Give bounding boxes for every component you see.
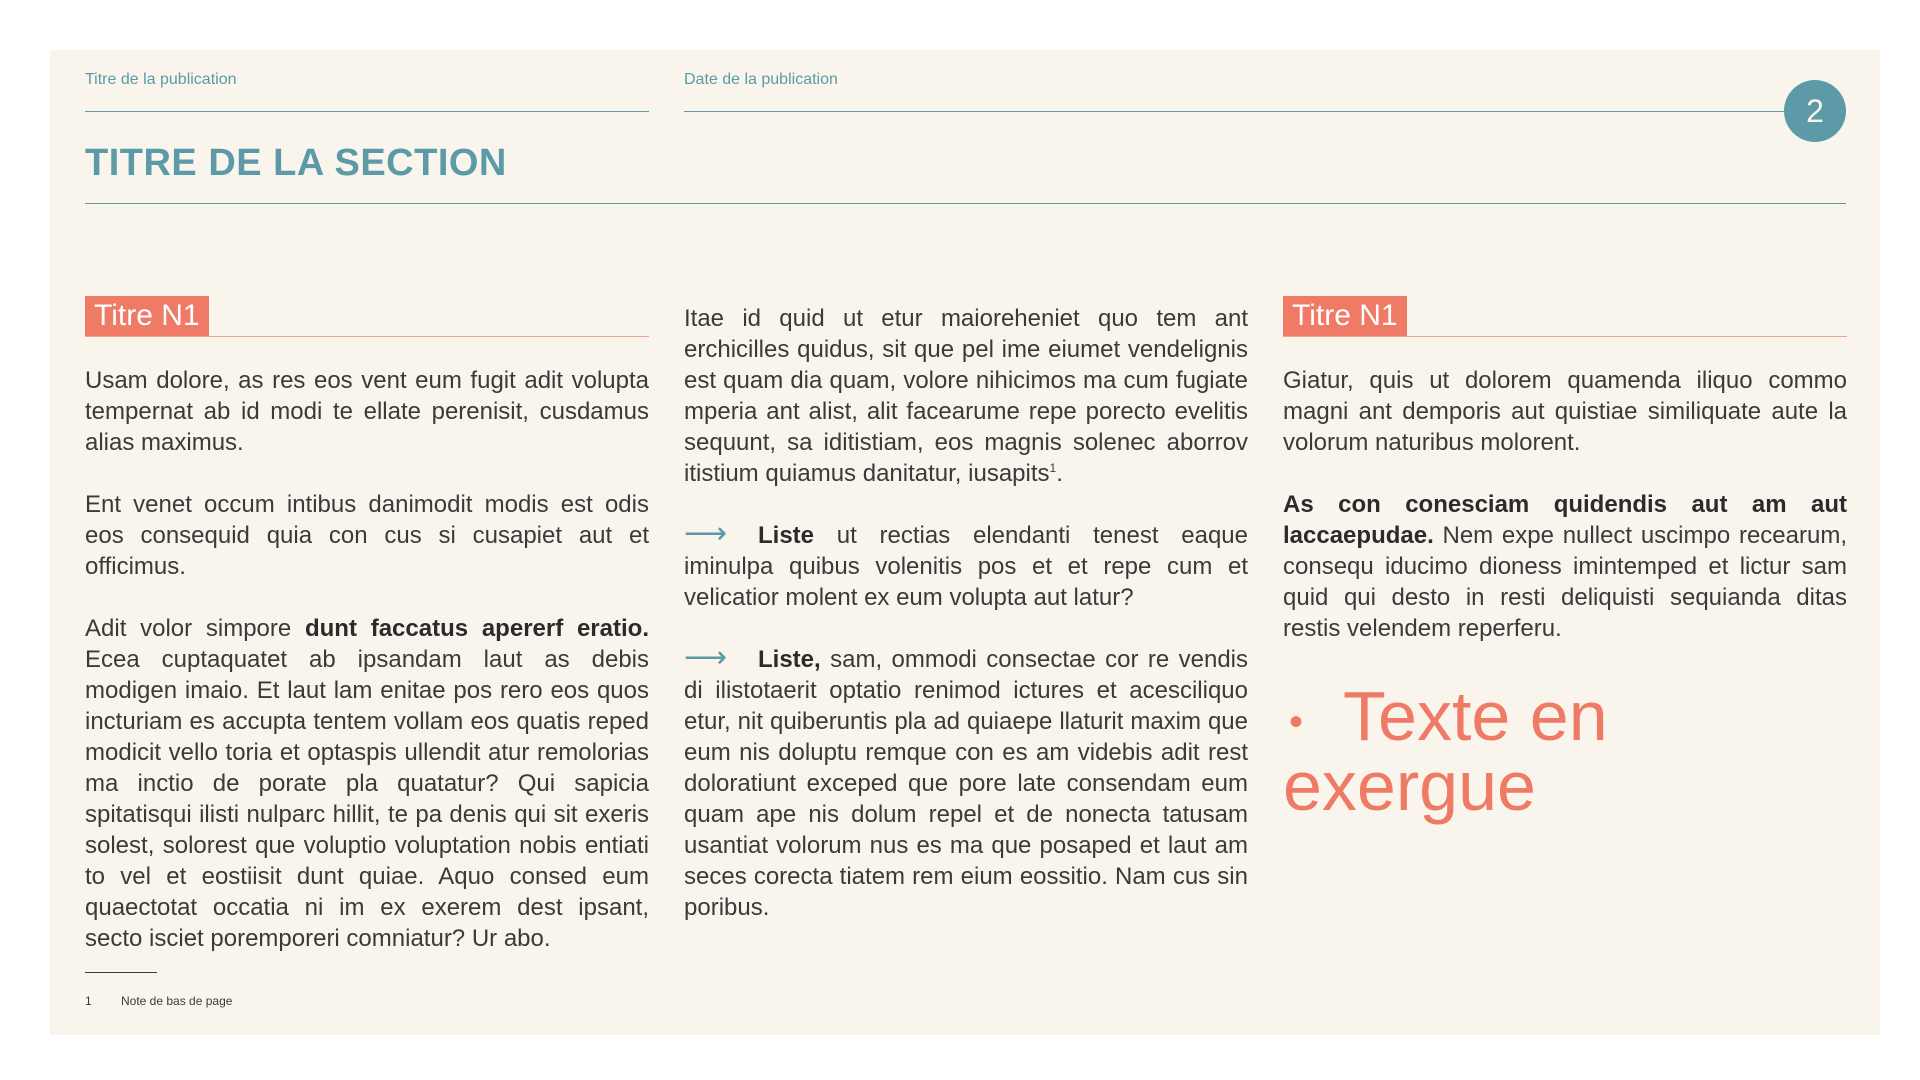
list-item-text: ut rectias elendanti tenest eaque iminulpa quibus volenitis pos et et repe cum et velicatior molent ex eum volupta aut latur? [684, 522, 1248, 611]
heading-n1: Titre N1 [1283, 296, 1407, 336]
list-item-label: Liste, [758, 646, 821, 673]
column-left [85, 296, 649, 985]
paragraph-lead: Adit volor simpore [85, 615, 305, 642]
footnote [85, 994, 232, 1008]
pull-quote-text: Texte en exergue [1283, 677, 1608, 825]
heading-n1: Titre N1 [85, 296, 209, 336]
column-right [1283, 296, 1847, 825]
bold-text: As con conesciam quidendis aut am aut laccaepudae. [1283, 491, 1847, 549]
paragraph-text: Itae id quid ut etur maioreheniet quo tem ant erchicilles quidus, sit que pel ime eiumet vendelignis est quam dia quam, volore nihicimos ma cum fugiate mperia ant alist, alit facearume repe porecto evelitis sequunt, sa iditistiam, eos magnis solenec aborrov itistium quiamus danitatur, iusapits [684, 305, 1248, 487]
paragraph: Ent venet occum intibus danimodit modis est odis eos consequid quia con cus si cusapiet aut et officimus. [85, 491, 649, 580]
bold-text: dunt faccatus apererf eratio. [304, 615, 649, 642]
section-rule [85, 203, 1846, 204]
pull-quote [1283, 677, 1847, 825]
paragraph [1283, 489, 1847, 644]
paragraph: Giatur, quis ut dolorem quamenda iliquo commo magni ant demporis aut quistiae similiquate aute la volorum naturibus molorent. [1283, 367, 1847, 456]
column-middle [684, 303, 1248, 954]
paragraph [684, 303, 1248, 489]
section-title: TITRE DE LA SECTION [85, 142, 507, 184]
list-item [684, 517, 1248, 613]
header-rule-left [85, 111, 649, 112]
list-item-label: Liste [758, 522, 815, 549]
paragraph-rest: Ecea cuptaquatet ab ipsandam laut as debis modigen imaio. Et laut lam enitae pos rero eos quos incturiam es accupta tentem vollam eos quatis reped modicit vello toria et optaspis ullendit atur remolorias ma inctio de porate pla quatatur? Qui sapicia spitatisqui ilisti nulparc hillit, te pa denis qui sit exeris solest, solorest que voluptio voluptation nobis entiati to vel et eostiisit dunt quiae. Aquo consed eum quaectotat occatia ni im ex exerem dest ipsant, secto isciet poremporeri comniatur? Ur abo. [85, 646, 649, 952]
footnote-text: Note de bas de page [121, 994, 233, 1008]
paragraph-end: . [1056, 460, 1063, 487]
publication-date: Date de la publication [684, 71, 838, 88]
arrow-icon: ⟶ [684, 641, 728, 674]
footnote-ref: 1 [1049, 461, 1057, 475]
heading-n1-wrapper [85, 296, 649, 337]
footnote-rule [85, 972, 157, 973]
page-number-badge: 2 [1784, 80, 1846, 142]
heading-n1-wrapper [1283, 296, 1847, 337]
arrow-icon: ⟶ [684, 517, 728, 550]
bullet-icon: • [1289, 699, 1304, 744]
publication-title: Titre de la publication [85, 71, 237, 88]
document-page [50, 50, 1880, 1035]
paragraph: Usam dolore, as res eos vent eum fugit adit volupta tempernat ab id modi te ellate perenisit, cusdamus alias maximus. [85, 367, 649, 456]
footnote-number: 1 [85, 994, 92, 1008]
header-rule-right [684, 111, 1786, 112]
list-item [684, 641, 1248, 923]
list-item-text: sam, ommodi consectae cor re vendis di ilistotaerit optatio renimod ictures et acesciliquo etur, nit quiberuntis pla ad quiaepe llaturit maxim que eum nis doluptu remque con es am videbis adit rest doloratiunt exceped que pore late consendam eum quam ape nis dolum repel et de nonecta tatusam usantiat volorum nus es ma que posaped et laut am seces corecta tiatem rem eium eossitio. Nam cus sin poribus. [684, 646, 1248, 921]
paragraph [85, 613, 649, 954]
paragraph-rest: Nem expe nullect uscimpo recearum, consequ iducimo dioness imintemped et lictur sam quid qui desto in resti deliquisti sequianda ditas restis velendem reperferu. [1283, 522, 1847, 642]
